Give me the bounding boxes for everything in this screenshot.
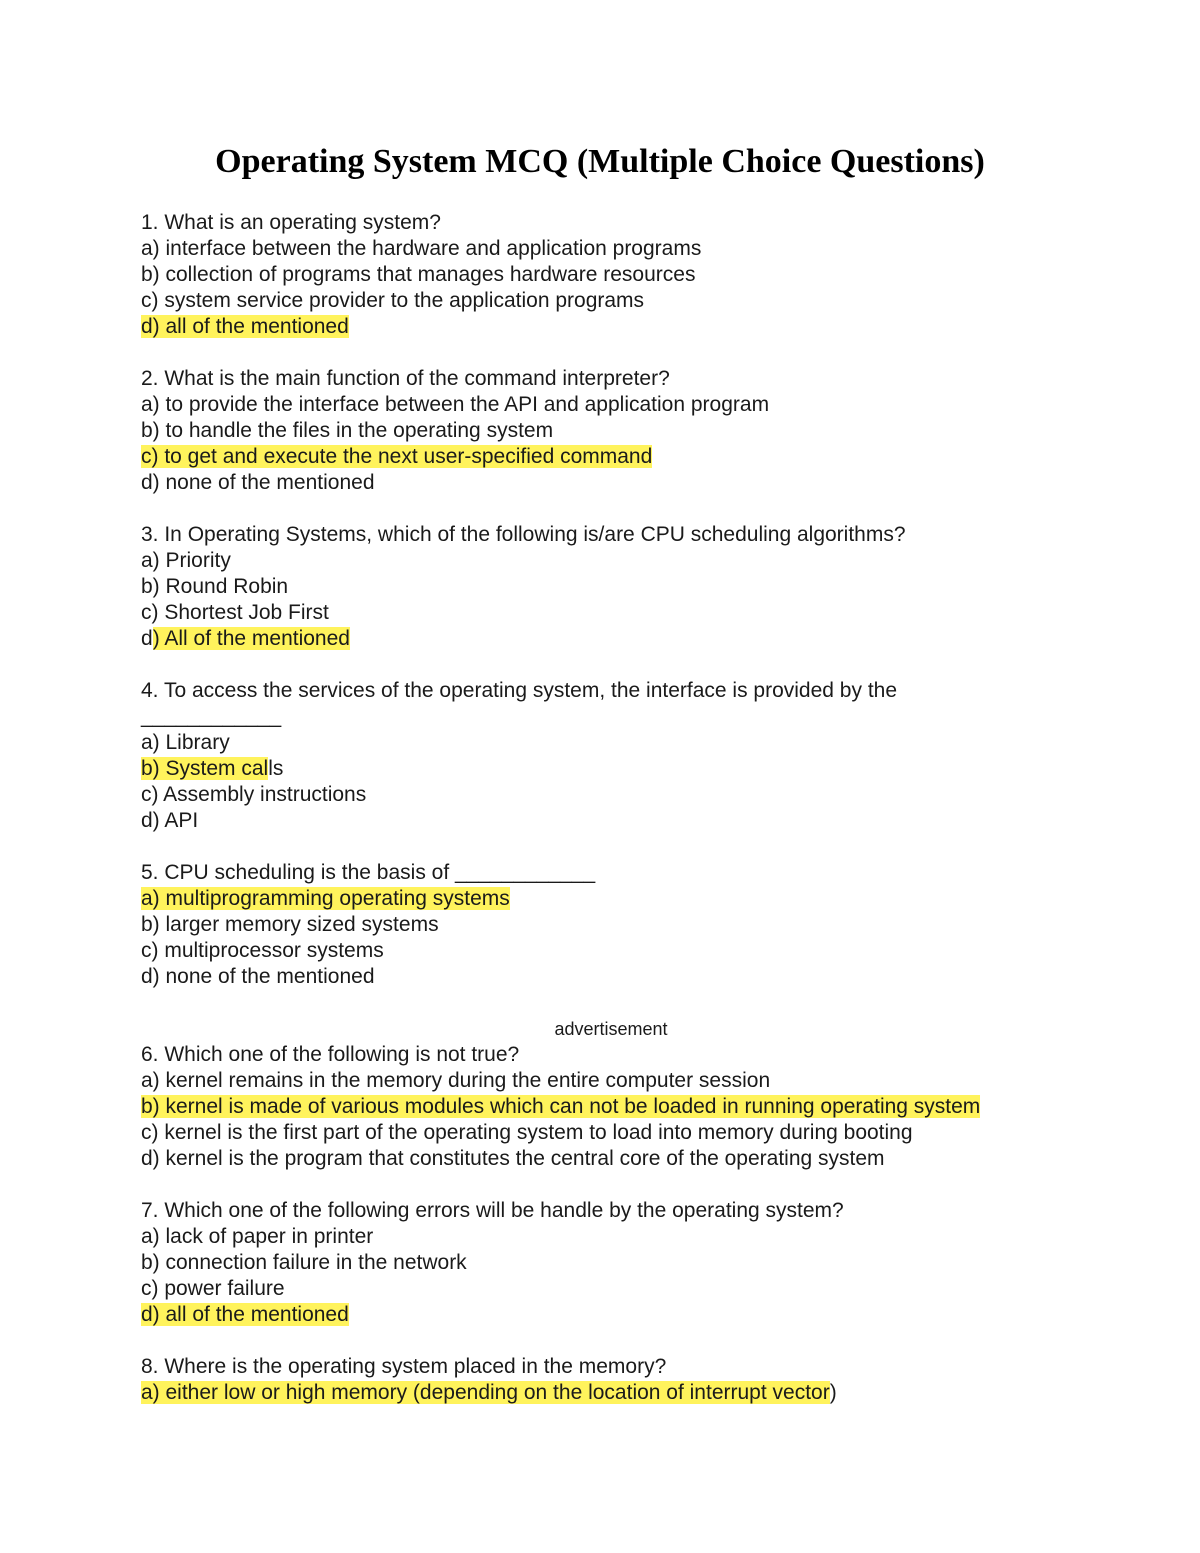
question-7-option-c: c) power failure [141, 1277, 285, 1300]
question-2-answer-highlight: c) to get and execute the next user-specified command [141, 445, 653, 468]
question-6-option-c: c) kernel is the first part of the operating system to load into memory during booting [141, 1121, 913, 1144]
question-3-answer-highlight: ) All of the mentioned [152, 627, 350, 650]
question-5-answer-highlight: a) multiprogramming operating systems [141, 887, 510, 910]
question-3-option-b: b) Round Robin [141, 575, 289, 598]
question-6-answer-highlight: b) kernel is made of various modules which can not be loaded in running operating system [141, 1095, 981, 1118]
question-2: 2. What is the main function of the command interpreter? [141, 367, 670, 390]
question-3: 3. In Operating Systems, which of the following is/are CPU scheduling algorithms? [141, 523, 906, 546]
question-5: 5. CPU scheduling is the basis of ____________ [141, 861, 596, 884]
spacer [141, 496, 1081, 522]
question-6-option-d: d) kernel is the program that constitutes the central core of the operating system [141, 1147, 885, 1170]
question-1-option-d-line [141, 314, 1081, 340]
document-title: Operating System MCQ (Multiple Choice Questions) [215, 143, 985, 180]
spacer [141, 1172, 1081, 1198]
question-3-option-c: c) Shortest Job First [141, 601, 329, 624]
advertisement-label: advertisement [554, 1019, 668, 1039]
question-6-option-a: a) kernel remains in the memory during the entire computer session [141, 1069, 771, 1092]
question-1-option-c: c) system service provider to the application programs [141, 289, 645, 312]
question-5-option-a-line [141, 886, 1081, 912]
spacer [141, 340, 1081, 366]
question-4-option-c: c) Assembly instructions [141, 783, 367, 806]
question-1-answer-highlight: d) all of the mentioned [141, 315, 349, 338]
question-8-option-a-tail: ) [829, 1381, 837, 1404]
question-8-option-a-line [141, 1380, 1081, 1406]
question-3-option-a: a) Priority [141, 549, 231, 572]
question-7-option-b: b) connection failure in the network [141, 1251, 467, 1274]
question-7: 7. Which one of the following errors will be handle by the operating system? [141, 1199, 844, 1222]
question-2-option-c-line [141, 444, 1081, 470]
question-1: 1. What is an operating system? [141, 211, 441, 234]
question-4-answer-highlight: b) System cal [141, 757, 269, 780]
question-3-option-d-line [141, 626, 1081, 652]
question-2-option-d: d) none of the mentioned [141, 471, 375, 494]
question-7-option-d-line [141, 1302, 1081, 1328]
question-2-option-a: a) to provide the interface between the API and application program [141, 393, 770, 416]
spacer [141, 990, 1081, 1016]
question-6-option-b-line [141, 1094, 1081, 1120]
question-6: 6. Which one of the following is not true? [141, 1043, 520, 1066]
question-3-option-d-letter: d [141, 627, 153, 650]
question-4-option-b-line [141, 756, 1081, 782]
question-5-option-b: b) larger memory sized systems [141, 913, 439, 936]
question-4-option-d: d) API [141, 809, 199, 832]
document-body [141, 210, 1081, 1406]
question-1-option-b: b) collection of programs that manages hardware resources [141, 263, 696, 286]
spacer [141, 652, 1081, 678]
question-4-option-b-tail: ls [268, 757, 284, 780]
question-7-option-a: a) lack of paper in printer [141, 1225, 374, 1248]
question-7-answer-highlight: d) all of the mentioned [141, 1303, 349, 1326]
question-2-option-b: b) to handle the files in the operating system [141, 419, 554, 442]
question-4-blank: ____________ [141, 705, 282, 728]
question-1-option-a: a) interface between the hardware and application programs [141, 237, 702, 260]
question-4-option-a: a) Library [141, 731, 230, 754]
question-8-answer-highlight: a) either low or high memory (depending on the location of interrupt vector [141, 1381, 830, 1404]
question-4: 4. To access the services of the operating system, the interface is provided by the [141, 679, 898, 702]
question-5-option-c: c) multiprocessor systems [141, 939, 384, 962]
spacer [141, 834, 1081, 860]
question-8: 8. Where is the operating system placed in the memory? [141, 1355, 667, 1378]
spacer [141, 1328, 1081, 1354]
question-5-option-d: d) none of the mentioned [141, 965, 375, 988]
